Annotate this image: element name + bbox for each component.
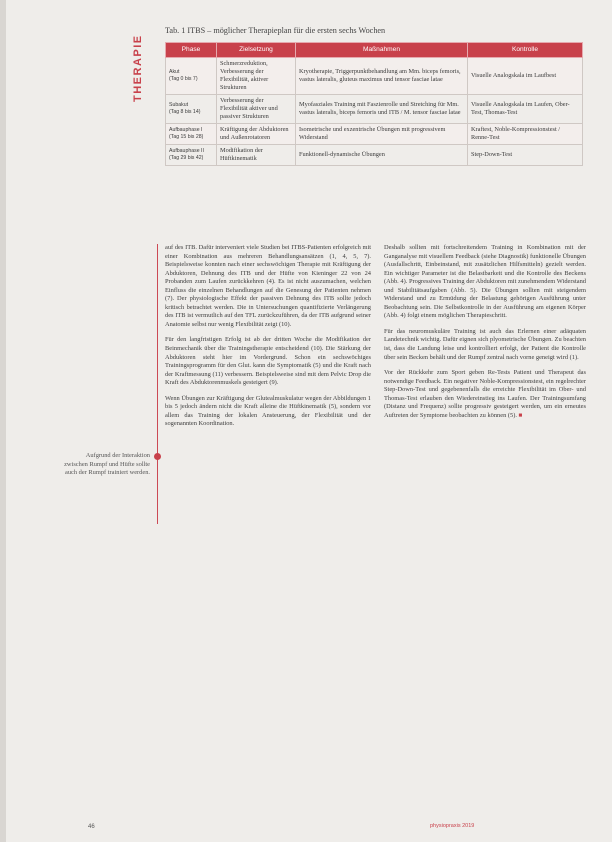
phase-days: (Tag 29 bis 42)	[169, 155, 204, 161]
margin-rule	[157, 244, 158, 524]
measures-cell: Kryotherapie, Triggerpunktbehandlung am Mm. biceps femoris, vastus lateralis, gluteus maximus und tensor fasciae latae	[296, 58, 468, 95]
goal-cell: Schmerzreduktion, Verbesserung der Flexibilität, aktiver Strukturen	[217, 58, 296, 95]
paragraph-text: Vor der Rückkehr zum Sport geben Re-Tests Patient und Therapeut das notwendige Feedback. Ein negativer Noble-Kompressionstest, ein regelrechter Step-Down-Test und gegebenenfalls die erreichte Flexibilität im Ober- und Thomas-Test erlauben den Wiedereinstieg ins Laufen. Der Trainingsumfang (Distanz und Frequenz) sollte progressiv gesteigert werden, um ein erneutes Auftreten der Symptome beobachten zu können (5).	[384, 369, 586, 419]
measures-cell: Myofasziales Training mit Faszienrolle und Stretching für Mm. vastus lateralis, biceps femoris und ITB / M. tensor fasciae latae	[296, 95, 468, 124]
margin-note: Aufgrund der Interaktion zwischen Rumpf und Hüfte sollte auch der Rumpf trainiert werden.	[64, 452, 150, 477]
paragraph: auf des ITB. Dafür interveniert viele Studien bei ITBS-Patienten erfolgreich mit einer Kombination aus mehreren Behandlungsansätzen (1, 4, 5, 7). Beispielsweise konnten nach einer sechswöchigen Therapie mit Kräftigung der Abduktoren, Dehnung des ITB und der Hüfte von Kieninger 22 von 24 Probanden zum Laufen zurückkehren (4). Es ist nicht auszumachen, welchen Einfluss die einzelnen Behandlungen auf die Genesung der Patienten nehmen (7). Der physiologische Effekt der passiven Dehnung des ITB sollte jedoch kritisch betrachtet werden. Die in Untersuchungen quantifizierte Verlängerung des ITB ist vermutlich auf den TFL zurückzuführen, da der ITB aufgrund seiner Anatomie selbst nur wenig Flexibilität zeigt (10).	[165, 244, 371, 328]
phase-name: Akut	[169, 69, 180, 76]
table-row	[166, 58, 583, 95]
scan-edge	[0, 0, 6, 842]
control-cell: Step-Down-Test	[468, 145, 583, 166]
text-column-right	[384, 244, 586, 427]
header-control: Kontrolle	[468, 43, 583, 58]
phase-name: Aufbauphase I	[169, 127, 203, 134]
phase-cell	[166, 145, 217, 166]
goal-cell: Verbesserung der Flexibilität aktiver und passiver Strukturen	[217, 95, 296, 124]
page-number: 46	[88, 824, 95, 830]
phase-days: (Tag 8 bis 14)	[169, 109, 201, 115]
paragraph: Wenn Übungen zur Kräftigung der Glutealmuskulatur wegen der Abbildungen 1 bis 5 jedoch ändern nicht die Kraft alleine die Hüftkinematik (5), sondern vor allem das Training der lokalen Ansteuerung, der Flexibilität und der sogenannten Koordination.	[165, 394, 371, 428]
phase-name: Aufbauphase II	[169, 148, 204, 155]
header-measures: Maßnahmen	[296, 43, 468, 58]
control-cell: Kraftest, Noble-Kompressionstest / Renne-Test	[468, 124, 583, 145]
table-row	[166, 124, 583, 145]
end-mark: ■	[518, 411, 523, 419]
table-header-row	[166, 43, 583, 58]
header-goal: Zielsetzung	[217, 43, 296, 58]
phase-days: (Tag 0 bis 7)	[169, 76, 198, 82]
phase-name: Subakut	[169, 102, 189, 109]
table-row	[166, 145, 583, 166]
control-cell: Visuelle Analogskala im Laufbest	[468, 58, 583, 95]
paragraph	[384, 369, 586, 420]
control-cell: Visuelle Analogskala im Laufen, Ober-Test, Thomas-Test	[468, 95, 583, 124]
therapy-plan-table	[165, 42, 583, 166]
text-column-left	[165, 244, 371, 436]
phase-cell	[166, 124, 217, 145]
goal-cell: Kräftigung der Abduktoren und Außenrotatoren	[217, 124, 296, 145]
phase-cell	[166, 58, 217, 95]
measures-cell: Isometrische und exzentrische Übungen mit progressivem Widerstand	[296, 124, 468, 145]
table-row	[166, 95, 583, 124]
paragraph: Deshalb sollten mit fortschreitendem Training in Kombination mit der Ganganalyse mit visuellem Feedback (siehe Diagnostik) funktionelle Übungen (Ausfallschritt, Einbeinstand, mit zusätzlichen Hilfsmitteln) gezielt werden. Ein wichtiger Parameter ist die Belastbarkeit und die Kontrolle des Beckens (Abb. 4). Progressives Training der Abduktoren mit zunehmendem Widerstand und Stabilitätsaufgaben (Abb. 5). Die Übungen sollten mit steigendem Widerstand und zu Ermüdung der Belastung gehörigen Ausführung unter Beobachtung sein. Die Selbstkontrolle in der Ausführung am eigenen Körper (Abb. 4) folgt einem möglichen Therapieschritt.	[384, 244, 586, 320]
phase-cell	[166, 95, 217, 124]
sidenote-marker	[154, 453, 161, 460]
measures-cell: Funktionell-dynamische Übungen	[296, 145, 468, 166]
paragraph: Für den langfristigen Erfolg ist ab der dritten Woche die Modifikation der Beinmechanik über die Trainingstherapie entscheidend (10). Die Stärkung der Abduktoren steht hier im Vordergrund. Schon ein sechswöchiges Trainingsprogramm für den Glut. kann die Symptomatik (5) und die Kraft nach der Kraftmessung (11) verbessern. Beispielsweise sind mit dem Pelvic Drop die Kraft des Abduktorenmuskels gesteigert (9).	[165, 336, 371, 387]
table-caption: Tab. 1 ITBS – möglicher Therapieplan für die ersten sechs Wochen	[165, 26, 386, 35]
journal-footer: physiopraxis 2019	[430, 823, 475, 829]
paragraph: Für das neuromuskuläre Training ist auch das Erlernen einer adäquaten Landetechnik wichtig. Dafür eignen sich plyometrische Übungen. Zu beachten ist, dass die Landung leise und kontrolliert erfolgt, der Patient die Kontrolle über sein Becken behält und der Rumpf zentral nach vorne geneigt wird (1).	[384, 327, 586, 361]
section-label: THERAPIE	[132, 34, 144, 102]
goal-cell: Modifikation der Hüftkinematik	[217, 145, 296, 166]
phase-days: (Tag 15 bis 28)	[169, 134, 204, 140]
header-phase: Phase	[166, 43, 217, 58]
